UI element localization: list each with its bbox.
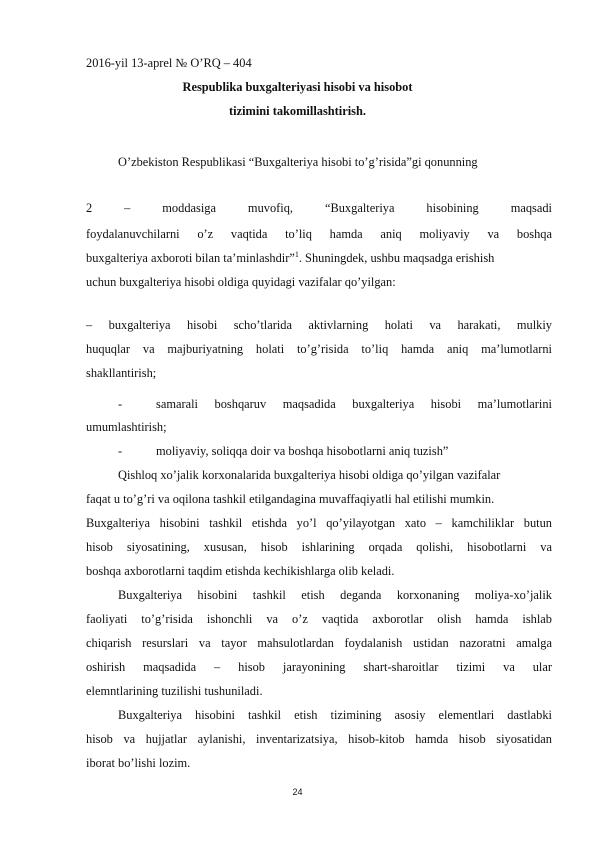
paragraph-line: Buxgalteriya hisobini tashkil etish tizimining asosiy elementlari dastlabki: [118, 708, 552, 722]
paragraph-line: hisob siyosatining, xususan, hisob ishlarining orqada qolishi, hisobotlarni va: [86, 540, 552, 554]
paragraph-line: 2 – moddasiga muvofiq, “Buxgalteriya hisobining maqsadi: [86, 201, 552, 215]
paragraph-line: Buxgalteriya hisobini tashkil etishda yo’l qo’yilayotgan xato – kamchiliklar butun: [86, 516, 552, 530]
list-item-line: umumlashtirish;: [86, 420, 167, 434]
list-dash: -: [118, 397, 123, 411]
text-span: . Shuningdek, ushbu maqsadga erishish: [298, 251, 495, 266]
paragraph-line: elemntlarining tuzilishi tushuniladi.: [86, 684, 263, 698]
paragraph-line: faoliyati to’g’risida ishonchli va o’z vaqtida axborotlar olish hamda ishlab: [86, 612, 552, 626]
paragraph-line: shakllantirish;: [86, 366, 157, 380]
paragraph-line: huquqlar va majburiyatning holati to’g’risida to’liq hamda aniq ma’lumotlarni: [86, 342, 552, 356]
paragraph-line: chiqarish resurslari va tayor mahsulotlardan foydalanish ustidan nazoratni amalga: [86, 636, 552, 650]
list-dash: -: [118, 444, 123, 458]
list-item-line: samarali boshqaruv maqsadida buxgalteriya hisobi ma’lumotlarini: [156, 397, 552, 411]
paragraph-line: faqat u to’g’ri va oqilona tashkil etilgandagina muvaffaqiyatli hal etilishi mumkin.: [86, 492, 495, 506]
paragraph-line: uchun buxgalteriya hisobi oldiga quyidagi vazifalar qo’yilgan:: [86, 275, 396, 289]
footnote-mark: 1: [294, 250, 299, 259]
title-line-1: Respublika buxgalteriyasi hisobi va hisobot: [182, 80, 413, 94]
page-number: 24: [292, 787, 303, 797]
list-item-line: moliyaviy, soliqqa doir va boshqa hisobotlarni aniq tuzish”: [156, 444, 449, 458]
paragraph-line: iborat bo’lishi lozim.: [86, 756, 191, 770]
paragraph-line: hisob va hujjatlar aylanishi, inventarizatsiya, hisob-kitob hamda hisob siyosatidan: [86, 732, 552, 746]
paragraph-line: [86, 250, 552, 266]
paragraph-line: – buxgalteriya hisobi scho’tlarida aktivlarning holati va harakati, mulkiy: [86, 318, 552, 332]
paragraph-line: boshqa axborotlarni taqdim etishda kechikishlarga olib keladi.: [86, 564, 395, 578]
paragraph-line: foydalanuvchilarni o’z vaqtida to’liq hamda aniq moliyaviy va boshqa: [86, 227, 552, 241]
title-line-2: tizimini takomillashtirish.: [229, 104, 366, 118]
text-span: buxgalteriya axboroti bilan ta’minlashdir”: [86, 251, 295, 266]
paragraph-line: O’zbekiston Respublikasi “Buxgalteriya hisobi to’g’risida”gi qonunning: [118, 155, 478, 169]
paragraph-line: oshirish maqsadida – hisob jarayonining shart-sharoitlar tizimi va ular: [86, 660, 552, 674]
paragraph-line: Qishloq xo’jalik korxonalarida buxgalteriya hisobi oldiga qo’yilgan vazifalar: [118, 468, 501, 482]
header-reference: 2016-yil 13-aprel № O’RQ – 404: [86, 56, 252, 70]
paragraph-line: Buxgalteriya hisobini tashkil etish deganda korxonaning moliya-xo’jalik: [118, 588, 552, 602]
